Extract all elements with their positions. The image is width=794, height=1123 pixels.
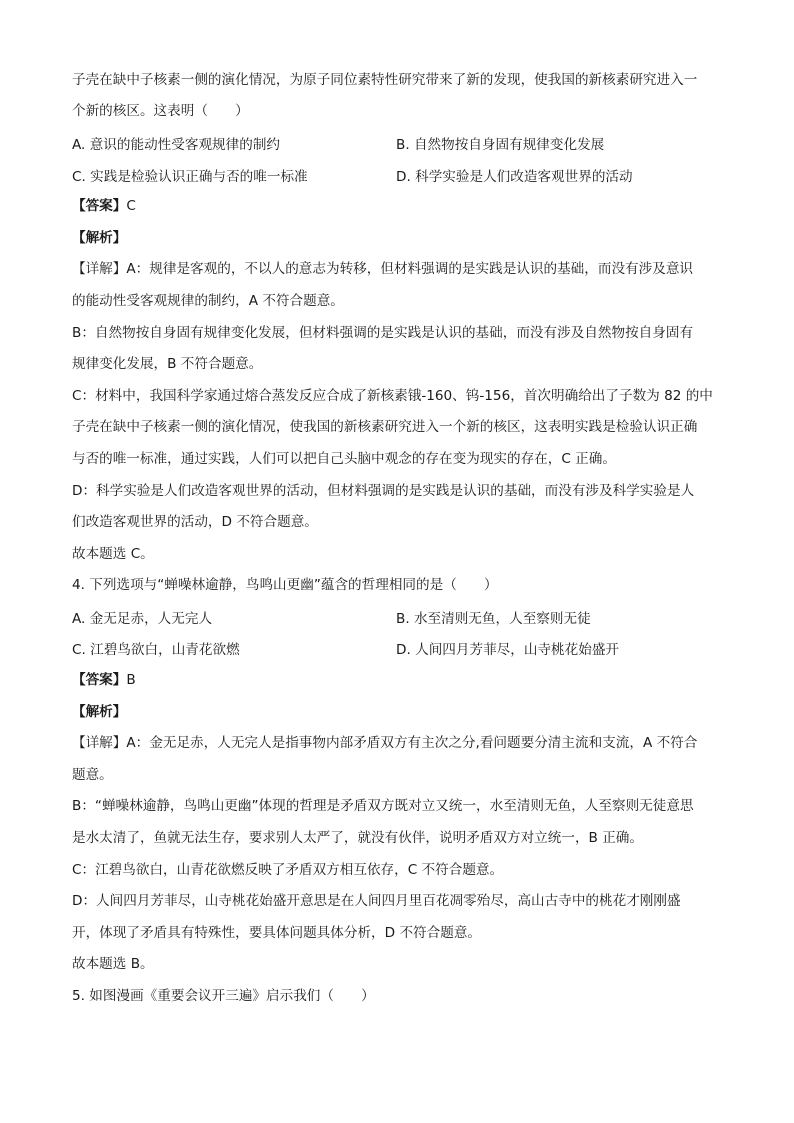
q4-option-b: B. 水至清则无鱼，人至察则无徒	[396, 610, 591, 627]
answer-tag: 【答案】	[72, 198, 127, 215]
q3-explain-line: 们改造客观世界的活动，D 不符合题意。	[72, 514, 318, 531]
q4-explain-line: B：“蝉噪林逾静，鸟鸣山更幽”体现的哲理是矛盾双方既对立又统一，水至清则无鱼，人至察则无徒意思	[72, 798, 694, 815]
question-text-line: 子壳在缺中子核素一侧的演化情况，为原子同位素特性研究带来了新的发现，使我国的新核素研究进入一	[72, 71, 698, 88]
q3-options-row-2	[72, 159, 722, 191]
q3-explain-line: B：自然物按自身固有规律变化发展，但材料强调的是实践是认识的基础，而没有涉及自然物按自身固有	[72, 324, 694, 341]
q4-explain-line: 题意。	[72, 766, 113, 783]
q4-options-row-2	[72, 633, 722, 665]
q3-option-c: C. 实践是检验认识正确与否的唯一标准	[72, 168, 308, 185]
q3-explain-line: 规律变化发展，B 不符合题意。	[72, 356, 263, 373]
q4-stem: 4. 下列选项与“蝉噪林逾静，鸟鸣山更幽”蕴含的哲理相同的是（ ）	[72, 577, 498, 594]
q4-explain-line: C：江碧鸟欲白，山青花欲燃反映了矛盾双方相互依存，C 不符合题意。	[72, 861, 504, 878]
document-page	[72, 64, 722, 1012]
q3-conclusion: 故本题选 C。	[72, 545, 154, 562]
q3-answer	[72, 190, 722, 222]
q4-answer	[72, 664, 722, 696]
q4-explain-line: 开，体现了矛盾具有特殊性，要具体问题具体分析，D 不符合题意。	[72, 924, 482, 941]
q3-explain-line: C：材料中，我国科学家通过熔合蒸发反应合成了新核素锇-160、钨-156，首次明确给出了子数为 82 的中	[72, 387, 713, 404]
answer-value: C	[126, 198, 136, 215]
q4-options-row-1	[72, 601, 722, 633]
q4-explain-line: D：人间四月芳菲尽，山寺桃花始盛开意思是在人间四月里百花凋零殆尽，高山古寺中的桃花才刚刚盛	[72, 893, 681, 910]
q4-conclusion: 故本题选 B。	[72, 956, 154, 973]
q3-explain-line: D：科学实验是人们改造客观世界的活动，但材料强调的是实践是认识的基础，而没有涉及科学实验是人	[72, 482, 695, 499]
q3-options-row-1	[72, 127, 722, 159]
answer-value: B	[126, 672, 136, 689]
q4-explain-line: 【详解】A：金无足赤，人无完人是指事物内部矛盾双方有主次之分,看问题要分清主流和支流，A 不符合	[72, 735, 698, 752]
q4-analysis-heading	[72, 696, 722, 728]
q3-explain-line: 与否的唯一标准，通过实践，人们可以把自己头脑中观念的存在变为现实的存在，C 正确。	[72, 450, 616, 467]
q4-option-c: C. 江碧鸟欲白，山青花欲燃	[72, 642, 240, 659]
q4-option-a: A. 金无足赤，人无完人	[72, 610, 213, 627]
q3-analysis-heading	[72, 222, 722, 254]
q3-explain-line: 的能动性受客观规律的制约，A 不符合题意。	[72, 292, 344, 309]
q3-explain-line: 子壳在缺中子核素一侧的演化情况，使我国的新核素研究进入一个新的核区，这表明实践是检验认识正确	[72, 419, 698, 436]
question-text-line: 个新的核区。这表明（ ）	[72, 103, 249, 120]
q4-explain-line: 是水太清了，鱼就无法生存，要求别人太严了，就没有伙伴，说明矛盾双方对立统一，B 正确。	[72, 830, 643, 847]
q4-option-d: D. 人间四月芳菲尽，山寺桃花始盛开	[396, 642, 620, 659]
q5-stem: 5. 如图漫画《重要会议开三遍》启示我们（ ）	[72, 988, 375, 1005]
q3-explain-line: 【详解】A：规律是客观的，不以人的意志为转移，但材料强调的是实践是认识的基础，而没有涉及意识	[72, 261, 694, 278]
q3-option-b: B. 自然物按自身固有规律变化发展	[396, 136, 605, 153]
analysis-tag: 【解析】	[72, 229, 127, 246]
q3-option-d: D. 科学实验是人们改造客观世界的活动	[396, 168, 633, 185]
q3-option-a: A. 意识的能动性受客观规律的制约	[72, 136, 281, 153]
answer-tag: 【答案】	[72, 672, 127, 689]
analysis-tag: 【解析】	[72, 703, 127, 720]
